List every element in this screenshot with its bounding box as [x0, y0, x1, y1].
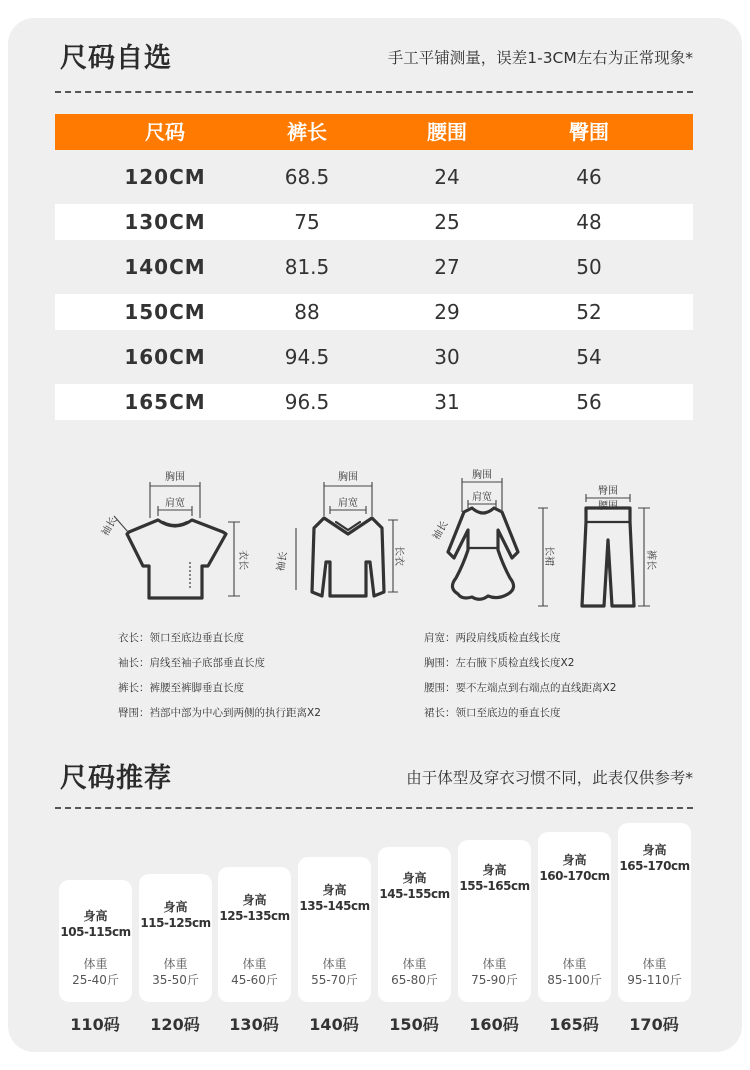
weight-value: 75-90斤: [471, 973, 518, 987]
recommend-card: [538, 832, 611, 1002]
tshirt-icon: [127, 520, 226, 598]
cell-waist: 30: [434, 345, 460, 369]
height-value: 135-145cm: [299, 899, 370, 913]
dress-icon: [448, 508, 518, 599]
cell-size: 160CM: [124, 345, 206, 369]
weight-label: 体重: [642, 957, 667, 971]
cell-pants-length: 88: [294, 300, 320, 324]
dress-sleeve-label: 袖长: [431, 519, 451, 543]
legend-item: 袖长：肩线至袖子底部垂直长度: [118, 657, 265, 669]
cell-hip: 50: [576, 255, 602, 279]
cell-waist: 25: [434, 210, 460, 234]
size-label: 170码: [629, 1015, 679, 1034]
size-label: 165码: [549, 1015, 599, 1034]
height-value: 160-170cm: [539, 869, 610, 883]
size-label: 150码: [389, 1015, 439, 1034]
height-label: 身高: [482, 863, 507, 877]
cell-size: 165CM: [124, 390, 206, 414]
recommend-card: [618, 823, 691, 1002]
weight-label: 体重: [482, 957, 507, 971]
cell-hip: 46: [576, 165, 602, 189]
cell-size: 140CM: [124, 255, 206, 279]
height-label: 身高: [163, 900, 188, 914]
height-value: 145-155cm: [379, 887, 450, 901]
weight-label: 体重: [562, 957, 587, 971]
cell-waist: 27: [434, 255, 460, 279]
recommend-card: [298, 857, 371, 1002]
weight-value: 95-110斤: [627, 973, 682, 987]
legend-item: 胸围：左右腋下质检直线长度X2: [424, 657, 575, 669]
pants-length-label: 裤长: [645, 550, 656, 570]
size-label: 110码: [70, 1015, 120, 1034]
weight-value: 55-70斤: [311, 973, 358, 987]
header-pants-length: 裤长: [287, 120, 327, 144]
tshirt-sleeve-label: 袖长: [100, 515, 120, 539]
sweater-sleeve-label: 袖长: [275, 550, 290, 573]
tshirt-length-label: 衣长: [237, 550, 248, 570]
dress-chest-label: 胸围: [472, 470, 492, 481]
recommend-card: [59, 880, 132, 1002]
weight-label: 体重: [163, 957, 188, 971]
weight-label: 体重: [322, 957, 347, 971]
height-value: 165-170cm: [619, 859, 690, 873]
legend-item: 裙长：领口至底边的垂直长度: [424, 707, 561, 719]
height-value: 155-165cm: [459, 879, 530, 893]
sweater-chest-label: 胸围: [338, 472, 358, 483]
pants-waist-label: 腰围: [598, 501, 618, 512]
section-title-recommendation: 尺码推荐: [60, 763, 172, 794]
weight-value: 65-80斤: [391, 973, 438, 987]
cell-waist: 29: [434, 300, 460, 324]
legend-item: 裤长：裤腰至裤脚垂直长度: [118, 682, 244, 694]
section-title-size-chart: 尺码自选: [60, 43, 172, 74]
cell-pants-length: 68.5: [284, 165, 330, 189]
height-label: 身高: [642, 843, 667, 857]
sweater-length-label: 长衣: [393, 546, 404, 566]
recommend-card: [139, 874, 212, 1002]
cell-hip: 54: [576, 345, 602, 369]
height-label: 身高: [83, 909, 108, 923]
height-label: 身高: [322, 883, 347, 897]
cell-size: 130CM: [124, 210, 206, 234]
recommend-card: [378, 847, 451, 1002]
height-value: 125-135cm: [219, 909, 290, 923]
tshirt-chest-label: 胸围: [165, 472, 185, 483]
legend-item: 衣长：领口至底边垂直长度: [118, 632, 244, 644]
divider: [55, 807, 693, 809]
cell-pants-length: 81.5: [284, 255, 330, 279]
weight-label: 体重: [83, 957, 108, 971]
dress-skirt-label: 长裙: [543, 546, 554, 566]
pants-icon: [582, 508, 634, 606]
weight-value: 35-50斤: [152, 973, 199, 987]
cell-pants-length: 94.5: [284, 345, 330, 369]
cell-pants-length: 96.5: [284, 390, 330, 414]
legend-item: 腰围：要不左端点到右端点的直线距离X2: [424, 682, 617, 694]
cell-waist: 24: [434, 165, 460, 189]
cell-pants-length: 75: [294, 210, 320, 234]
height-label: 身高: [402, 871, 427, 885]
tshirt-shoulder-label: 肩宽: [165, 498, 185, 509]
legend-item: 臀围：裆部中部为中心到两侧的执行距离X2: [118, 707, 321, 719]
weight-value: 85-100斤: [547, 973, 602, 987]
cell-waist: 31: [434, 390, 460, 414]
header-hip: 臀围: [569, 120, 609, 144]
sweater-shoulder-label: 肩宽: [338, 498, 358, 509]
size-label: 140码: [309, 1015, 359, 1034]
pants-hip-label: 臀围: [598, 486, 618, 497]
recommend-card: [458, 840, 531, 1002]
cell-hip: 56: [576, 390, 602, 414]
size-label: 120码: [150, 1015, 200, 1034]
height-value: 115-125cm: [140, 916, 211, 930]
header-waist: 腰围: [427, 120, 467, 144]
weight-value: 25-40斤: [72, 973, 119, 987]
sweater-icon: [312, 518, 384, 596]
height-label: 身高: [242, 893, 267, 907]
recommendation-note: 由于体型及穿衣习惯不同，此表仅供参考*: [406, 769, 693, 787]
recommend-card: [218, 867, 291, 1002]
header-size: 尺码: [145, 120, 185, 144]
cell-hip: 52: [576, 300, 602, 324]
size-label: 130码: [229, 1015, 279, 1034]
cell-size: 150CM: [124, 300, 206, 324]
cell-size: 120CM: [124, 165, 206, 189]
height-label: 身高: [562, 853, 587, 867]
weight-label: 体重: [242, 957, 267, 971]
weight-value: 45-60斤: [231, 973, 278, 987]
cell-hip: 48: [576, 210, 602, 234]
height-value: 105-115cm: [60, 925, 131, 939]
legend-item: 肩宽：两段肩线质检直线长度: [424, 632, 561, 644]
weight-label: 体重: [402, 957, 427, 971]
measurement-note: 手工平铺测量，误差1-3CM左右为正常现象*: [387, 49, 693, 67]
size-label: 160码: [469, 1015, 519, 1034]
dress-shoulder-label: 肩宽: [472, 492, 492, 503]
